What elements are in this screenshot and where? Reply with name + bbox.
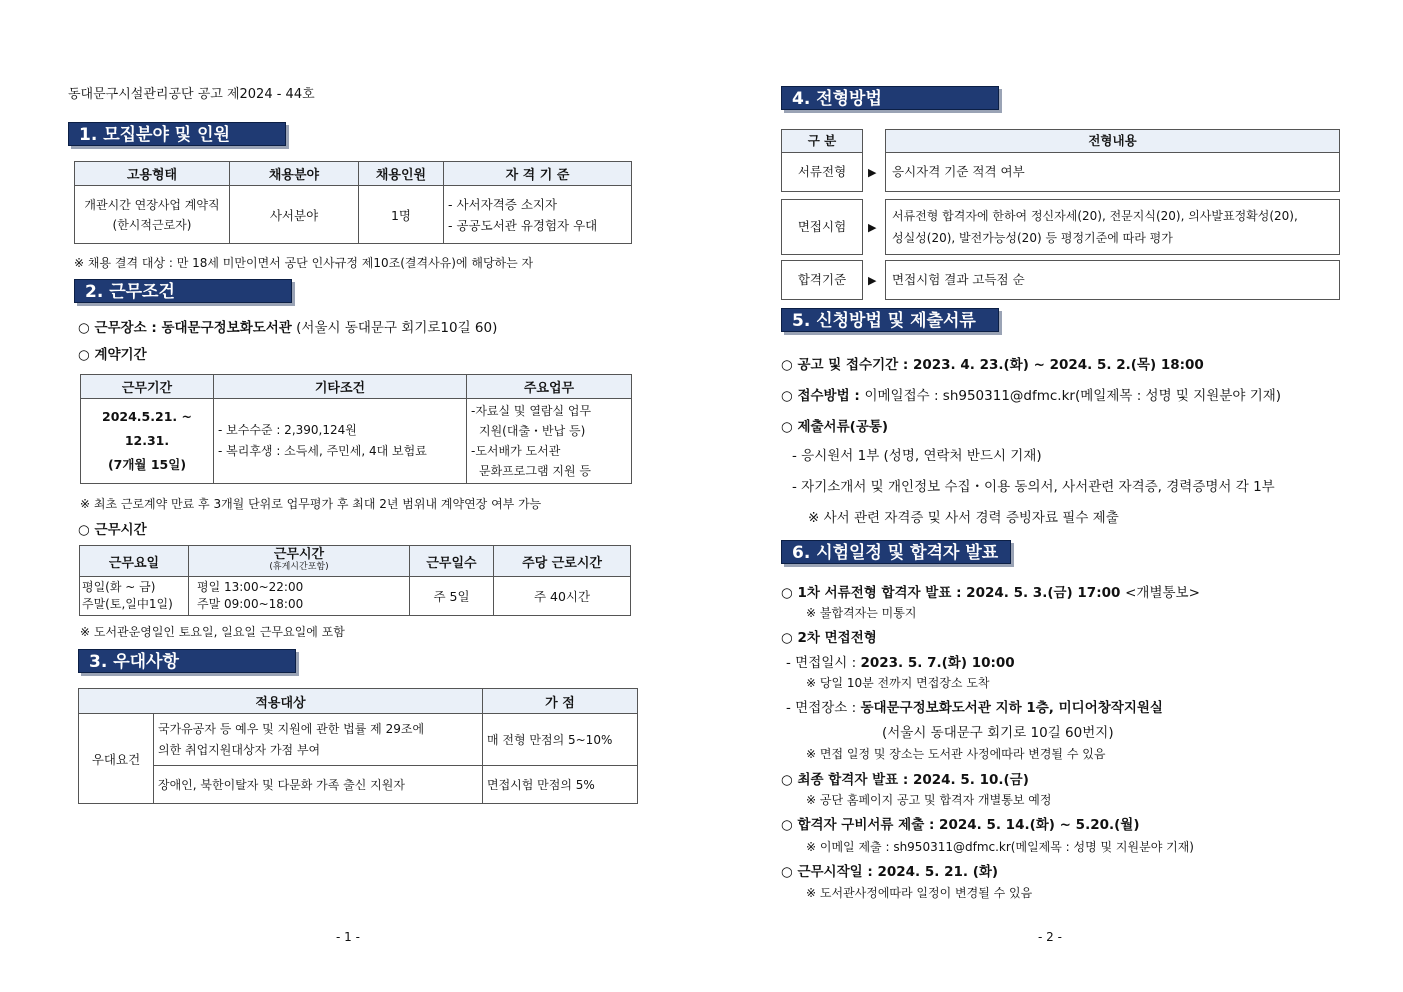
col-duties: 주요업무 — [467, 375, 632, 399]
col-qualification: 자 격 기 준 — [444, 162, 632, 186]
veterans-points: 매 전형 만점의 5~10% — [483, 714, 638, 766]
doc-submission-note: ※ 이메일 제출 : sh950311@dfmc.kr(메일제목 : 성명 및 지원분야 기재) — [806, 840, 1194, 854]
contract-label: ○ 계약기간 — [78, 347, 147, 363]
contract-note: ※ 최초 근로계약 만료 후 3개월 단위로 업무평가 후 최대 2년 범위내 계약연장 여부 가능 — [80, 497, 542, 511]
col-days: 근무일수 — [410, 546, 494, 577]
step-document-label: 서류전형 — [781, 152, 863, 192]
document-others: - 자기소개서 및 개인정보 수집・이용 동의서, 사서관련 자격증, 경력증명서 각 1부 — [792, 479, 1275, 495]
interview-datetime-note: ※ 당일 10분 전까지 면접장소 도착 — [806, 676, 990, 690]
col-period: 근무기간 — [81, 375, 214, 399]
preference-label: 우대요건 — [79, 714, 154, 804]
col-workday: 근무요일 — [80, 546, 189, 577]
field-cell: 사서분야 — [230, 186, 359, 244]
workday-cell: 평일(화 ~ 금) 주말(토,일中1일) — [80, 577, 189, 616]
arrow-icon: ▶ — [868, 166, 877, 179]
final-result: ○ 최종 합격자 발표 : 2024. 5. 10.(금) — [781, 772, 1029, 788]
hours-note: ※ 도서관운영일인 토요일, 일요일 근무요일에 포함 — [80, 625, 345, 639]
second-interview: ○ 2차 면접전형 — [781, 630, 877, 646]
period-cell: 2024.5.21. ~ 12.31. (7개월 15일) — [81, 399, 214, 484]
page-number-2: - 2 - — [1038, 930, 1062, 944]
arrow-icon: ▶ — [868, 274, 877, 287]
application-period: ○ 공고 및 접수기간 : 2023. 4. 23.(화) ~ 2024. 5. 2.(목) 18:00 — [781, 357, 1204, 373]
work-place: ○ 근무장소 : 동대문구정보화도서관 (서울시 동대문구 회기로10길 60) — [78, 320, 498, 336]
worktime-cell: 평일 13:00~22:00 주말 09:00~18:00 — [189, 577, 410, 616]
start-date: ○ 근무시작일 : 2024. 5. 21. (화) — [781, 864, 999, 880]
interview-address: (서울시 동대문구 회기로 10길 60번지) — [882, 725, 1114, 741]
final-result-note: ※ 공단 홈페이지 공고 및 합격자 개별통보 예정 — [806, 793, 1052, 807]
contract-table — [80, 374, 632, 484]
disqualification-note: ※ 채용 결격 대상 : 만 18세 미만이면서 공단 인사규정 제10조(결격사유)에 해당하는 자 — [74, 256, 534, 270]
col-employment-type: 고용형태 — [75, 162, 230, 186]
employment-type-cell: 개관시간 연장사업 계약직 (한시적근로자) — [75, 186, 230, 244]
doc-submission: ○ 합격자 구비서류 제출 : 2024. 5. 14.(화) ~ 5.20.(월) — [781, 817, 1140, 833]
disabled-cell: 장애인, 북한이탈자 및 다문화 가족 출신 지원자 — [154, 766, 483, 804]
page-number-1: - 1 - — [336, 930, 360, 944]
hours-table — [79, 545, 631, 616]
days-cell: 주 5일 — [410, 577, 494, 616]
section-1-title: 1. 모집분야 및 인원 — [68, 122, 286, 146]
duties-cell: -자료실 및 열람실 업무 지원(대출・반납 등) -도서배가 도서관 문화프로그램 지원 등 — [467, 399, 632, 484]
col-worktime: 근무시간 (휴게시간포함) — [189, 546, 410, 577]
preference-table — [78, 688, 638, 804]
document-application: - 응시원서 1부 (성명, 연락처 반드시 기재) — [792, 448, 1042, 464]
step-document-content: 응시자격 기준 적격 여부 — [885, 152, 1340, 192]
hours-label: ○ 근무시간 — [78, 522, 147, 538]
start-date-note: ※ 도서관사정에따라 일정이 변경될 수 있음 — [806, 886, 1033, 900]
conditions-cell: - 보수수준 : 2,390,124원 - 복리후생 : 소득세, 주민세, 4대 보험료 — [214, 399, 467, 484]
section-4-title: 4. 전형방법 — [781, 86, 999, 110]
step-interview-label: 면접시험 — [781, 199, 863, 255]
recruitment-table — [74, 161, 632, 244]
arrow-icon: ▶ — [868, 221, 877, 234]
qualification-cell: - 사서자격증 소지자 - 공공도서관 유경험자 우대 — [444, 186, 632, 244]
weekly-cell: 주 40시간 — [494, 577, 631, 616]
section-3-title: 3. 우대사항 — [78, 649, 296, 673]
document-note: ※ 사서 관련 자격증 및 사서 경력 증빙자료 필수 제출 — [808, 510, 1119, 526]
section-5-title: 5. 신청방법 및 제출서류 — [781, 308, 999, 332]
documents-label: ○ 제출서류(공통) — [781, 419, 889, 435]
first-result: ○ 1차 서류전형 합격자 발표 : 2024. 5. 3.(금) 17:00 <개별통보> — [781, 585, 1200, 601]
interview-place-note: ※ 면접 일정 및 장소는 도서관 사정에따라 변경될 수 있음 — [806, 747, 1106, 761]
selection-header-content: 전형내용 — [885, 129, 1340, 153]
selection-header-category: 구 분 — [781, 129, 863, 153]
step-pass-content: 면접시험 결과 고득점 순 — [885, 260, 1340, 300]
step-interview-content: 서류전형 합격자에 한하여 정신자세(20), 전문지식(20), 의사발표정확성(20), 성실성(20), 발전가능성(20) 등 평정기준에 따라 평가 — [885, 199, 1340, 255]
col-count: 채용인원 — [359, 162, 444, 186]
section-6-title: 6. 시험일정 및 합격자 발표 — [781, 540, 1011, 564]
interview-datetime: - 면접일시 : 2023. 5. 7.(화) 10:00 — [786, 655, 1015, 671]
notice-number: 동대문구시설관리공단 공고 제2024 - 44호 — [68, 87, 315, 102]
col-conditions: 기타조건 — [214, 375, 467, 399]
first-result-note: ※ 불합격자는 미통지 — [806, 606, 917, 620]
col-target: 적용대상 — [79, 689, 483, 714]
disabled-points: 면접시험 만점의 5% — [483, 766, 638, 804]
section-2-title: 2. 근무조건 — [74, 279, 292, 303]
col-points: 가 점 — [483, 689, 638, 714]
veterans-cell: 국가유공자 등 예우 및 지원에 관한 법률 제 29조에 의한 취업지원대상자 가점 부여 — [154, 714, 483, 766]
interview-place: - 면접장소 : 동대문구정보화도서관 지하 1층, 미디어창작지원실 — [786, 700, 1163, 716]
col-field: 채용분야 — [230, 162, 359, 186]
count-cell: 1명 — [359, 186, 444, 244]
col-weekly: 주당 근로시간 — [494, 546, 631, 577]
application-method: ○ 접수방법 : 이메일접수 : sh950311@dfmc.kr(메일제목 : 성명 및 지원분야 기재) — [781, 388, 1282, 404]
step-pass-label: 합격기준 — [781, 260, 863, 300]
